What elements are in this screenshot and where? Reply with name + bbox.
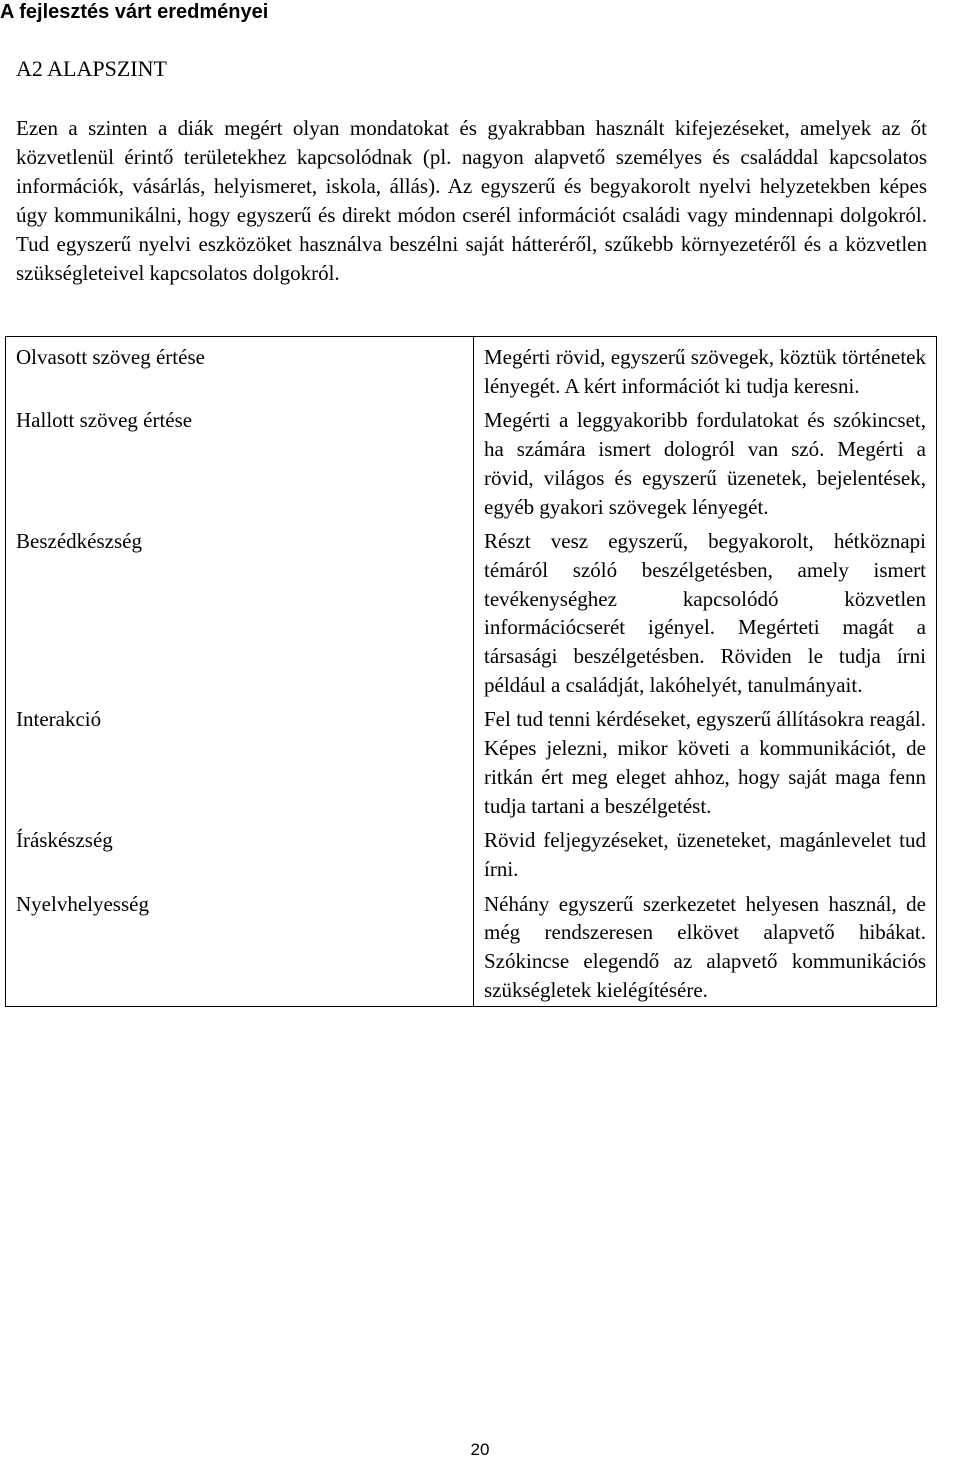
skill-description: Rövid feljegyzéseket, üzeneteket, magánlevelet tud írni. — [473, 820, 936, 883]
section-heading: A fejlesztés várt eredményei — [0, 1, 269, 23]
table-row — [6, 884, 936, 1007]
skill-label: Nyelvhelyesség — [16, 891, 149, 916]
table-row — [6, 521, 936, 699]
skill-description: Részt vesz egyszerű, begyakorolt, hétköznapi témáról szóló beszélgetésben, amely ismert tevékenységhez kapcsolódó közvetlen információcserét igényel. Megérteti magát a társasági beszélgetésben. Röviden le tudja írni például a családját, lakóhelyét, tanulmányait. — [473, 521, 936, 699]
skill-label: Interakció — [16, 707, 102, 732]
skill-description: Néhány egyszerű szerkezetet helyesen használ, de még rendszeresen elkövet alapvető hibákat. Szókincse elegendő az alapvető kommunikációs szükségletek kielégítésére. — [473, 884, 936, 1007]
skill-description: Megérti a leggyakoribb fordulatokat és szókincset, ha számára ismert dologról van szó. Megérti a rövid, világos és egyszerű üzenetek, bejelentések, egyéb gyakori szövegek lényegét. — [473, 400, 936, 521]
skill-label: Olvasott szöveg értése — [16, 345, 205, 369]
table-row — [6, 337, 936, 400]
skill-description: Megérti rövid, egyszerű szövegek, köztük történetek lényegét. A kért információt ki tudja keresni. — [473, 337, 936, 400]
skill-description: Fel tud tenni kérdéseket, egyszerű állításokra reagál. Képes jelezni, mikor követi a kommunikációt, de ritkán ért meg eleget ahhoz, hogy saját maga fenn tudja tartani a beszélgetést. — [473, 699, 936, 820]
page-number: 20 — [470, 1440, 490, 1459]
table-row — [6, 699, 936, 820]
intro-paragraph: Ezen a szinten a diák megért olyan mondatokat és gyakrabban használt kifejezéseket, amelyek az őt közvetlenül érintő területekhez kapcsolódnak (pl. nagyon alapvető személyes és családdal kapcsolatos információk, vásárlás, helyismeret, iskola, állás). Az egyszerű és begyakorolt nyelvi helyzetekben képes úgy kommunikálni, hogy egyszerű és direkt módon cserél információt családi vagy mindennapi dolgokról. Tud egyszerű nyelvi eszközöket használva beszélni saját hátteréről, szűkebb környezetéről és a közvetlen szükségleteivel kapcsolatos dolgokról. — [16, 116, 927, 285]
skill-label: Hallott szöveg értése — [16, 408, 193, 433]
skills-table — [5, 336, 937, 1007]
skill-label: Beszédkészség — [16, 529, 142, 554]
table-row — [6, 400, 936, 521]
level-title: A2 ALAPSZINT — [16, 56, 167, 81]
table-row — [6, 820, 936, 883]
skill-label: Íráskészség — [16, 828, 113, 853]
